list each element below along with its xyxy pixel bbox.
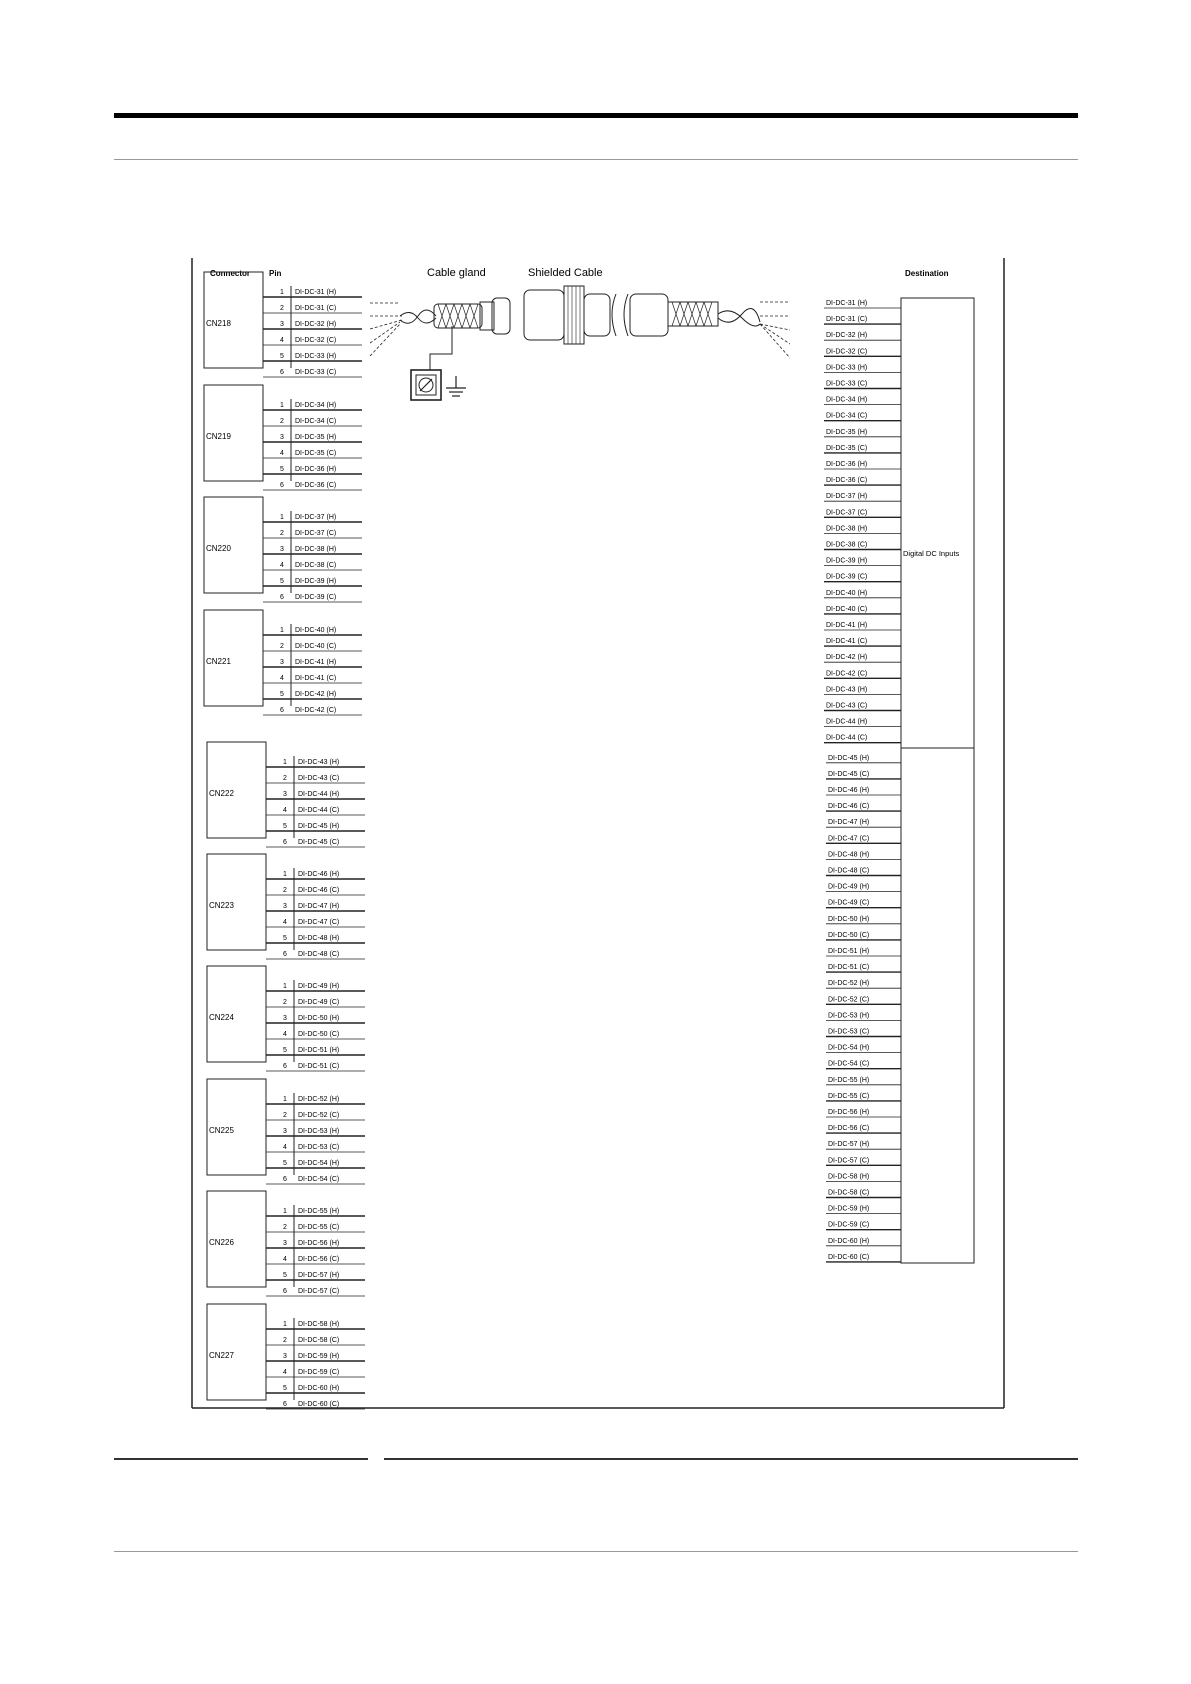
pin-number: 4 [283, 807, 287, 814]
pin-number: 1 [283, 983, 287, 990]
pin-number: 1 [280, 514, 284, 521]
destination-signal: DI-DC-58 (H) [828, 1173, 870, 1181]
footer-rule-left [114, 1458, 368, 1460]
pin-number: 2 [280, 643, 284, 650]
pin-number: 1 [283, 1208, 287, 1215]
pin-number: 6 [283, 1401, 287, 1408]
destination-signal: DI-DC-31 (C) [826, 316, 868, 324]
pin-signal: DI-DC-48 (C) [298, 951, 340, 958]
header-rule-thick [114, 113, 1078, 118]
pin-signal: DI-DC-33 (C) [295, 369, 337, 376]
pin-number: 1 [283, 759, 287, 766]
pin-signal: DI-DC-51 (C) [298, 1063, 340, 1070]
shield-braid-left [438, 304, 478, 328]
pin-number: 2 [280, 530, 284, 537]
pin-number: 6 [283, 1176, 287, 1183]
ground-icon [446, 376, 466, 396]
connector-name: CN225 [209, 1126, 234, 1135]
pin-number: 6 [280, 707, 284, 714]
footer-rule-right [384, 1458, 1078, 1460]
pin-number: 3 [280, 434, 284, 441]
destination-signal: DI-DC-48 (C) [828, 867, 870, 875]
pin-number: 1 [283, 871, 287, 878]
pin-signal: DI-DC-45 (C) [298, 839, 340, 846]
pin-number: 5 [280, 353, 284, 360]
pin-signal: DI-DC-48 (H) [298, 935, 340, 942]
pin-number: 3 [283, 903, 287, 910]
destination-signal: DI-DC-54 (C) [828, 1060, 870, 1068]
destination-signal: DI-DC-49 (C) [828, 899, 870, 907]
destination-signal: DI-DC-53 (C) [828, 1028, 870, 1036]
pin-signal: DI-DC-60 (H) [298, 1385, 340, 1392]
connector-block [204, 497, 362, 602]
destination-signal: DI-DC-51 (C) [828, 964, 870, 972]
pin-number: 3 [280, 659, 284, 666]
destination-signal: DI-DC-56 (C) [828, 1125, 870, 1133]
pin-signal: DI-DC-47 (H) [298, 903, 340, 910]
destination-signal: DI-DC-46 (C) [828, 803, 870, 811]
destination-signal: DI-DC-57 (H) [828, 1141, 870, 1149]
destination-signal: DI-DC-54 (H) [828, 1044, 870, 1052]
destination-signal: DI-DC-47 (C) [828, 835, 870, 843]
destination-signal: DI-DC-32 (H) [826, 332, 868, 340]
destination-signal: DI-DC-50 (H) [828, 915, 870, 923]
pin-signal: DI-DC-31 (H) [295, 289, 337, 296]
pin-signal: DI-DC-49 (H) [298, 983, 340, 990]
pin-signal: DI-DC-34 (H) [295, 402, 337, 409]
cable-illustration [370, 286, 790, 370]
pin-signal: DI-DC-35 (C) [295, 450, 337, 457]
pin-signal: DI-DC-37 (H) [295, 514, 337, 521]
pin-number: 6 [283, 1288, 287, 1295]
destination-signal: DI-DC-57 (C) [828, 1157, 870, 1165]
connector-block [207, 966, 365, 1071]
pin-signal: DI-DC-39 (C) [295, 594, 337, 601]
destination-signal: DI-DC-32 (C) [826, 348, 868, 356]
connector-block [207, 1079, 365, 1184]
connector-block [207, 1191, 365, 1296]
pin-signal: DI-DC-49 (C) [298, 999, 340, 1006]
pin-number: 2 [283, 887, 287, 894]
pin-signal: DI-DC-32 (C) [295, 337, 337, 344]
destination-signal: DI-DC-31 (H) [826, 300, 868, 307]
destination-signal: DI-DC-59 (C) [828, 1221, 870, 1229]
pin-number: 6 [283, 1063, 287, 1070]
pin-number: 5 [283, 1272, 287, 1279]
header-pin: Pin [269, 269, 282, 278]
destination-label: Digital DC Inputs [903, 549, 960, 558]
pin-number: 5 [280, 691, 284, 698]
pin-number: 5 [280, 466, 284, 473]
destination-signal: DI-DC-33 (C) [826, 380, 868, 388]
pin-number: 6 [280, 369, 284, 376]
pin-signal: DI-DC-36 (C) [295, 482, 337, 489]
pin-number: 5 [283, 935, 287, 942]
pin-signal: DI-DC-42 (C) [295, 707, 337, 714]
connector-name: CN218 [206, 319, 231, 328]
destination-signal: DI-DC-53 (H) [828, 1012, 870, 1020]
pin-number: 5 [283, 1160, 287, 1167]
diagram-frame [192, 258, 1004, 1408]
destination-signal: DI-DC-37 (C) [826, 509, 868, 517]
pin-number: 4 [283, 1144, 287, 1151]
header-cable-gland: Cable gland [427, 267, 486, 279]
destination-signal: DI-DC-45 (C) [828, 770, 870, 778]
destination-signal: DI-DC-43 (C) [826, 702, 868, 710]
pin-number: 1 [283, 1096, 287, 1103]
pin-signal: DI-DC-43 (C) [298, 775, 340, 782]
destination-signal: DI-DC-55 (H) [828, 1076, 870, 1084]
pin-number: 2 [280, 305, 284, 312]
pin-signal: DI-DC-34 (C) [295, 418, 337, 425]
pin-signal: DI-DC-50 (C) [298, 1031, 340, 1038]
pin-signal: DI-DC-37 (C) [295, 530, 337, 537]
pin-number: 4 [283, 1369, 287, 1376]
pin-signal: DI-DC-46 (C) [298, 887, 340, 894]
pin-signal: DI-DC-59 (H) [298, 1353, 340, 1360]
destination-signal: DI-DC-44 (H) [826, 718, 868, 726]
pin-signal: DI-DC-58 (H) [298, 1321, 340, 1328]
pin-number: 2 [283, 1224, 287, 1231]
connector-block [207, 742, 365, 847]
connector-name: CN220 [206, 544, 231, 553]
pin-signal: DI-DC-47 (C) [298, 919, 340, 926]
pin-signal: DI-DC-56 (H) [298, 1240, 340, 1247]
pin-signal: DI-DC-38 (H) [295, 546, 337, 553]
pin-number: 2 [283, 775, 287, 782]
destination-signal: DI-DC-47 (H) [828, 819, 870, 827]
connector-block [204, 272, 362, 377]
pin-signal: DI-DC-55 (C) [298, 1224, 340, 1231]
pin-number: 2 [283, 1112, 287, 1119]
pin-number: 4 [283, 919, 287, 926]
connector-block [207, 854, 365, 959]
pin-signal: DI-DC-54 (C) [298, 1176, 340, 1183]
destination-signal: DI-DC-51 (H) [828, 948, 870, 955]
pin-signal: DI-DC-57 (H) [298, 1272, 340, 1279]
pin-signal: DI-DC-58 (C) [298, 1337, 340, 1344]
destination-list [824, 300, 901, 1262]
destination-signal: DI-DC-52 (H) [828, 980, 870, 988]
pin-signal: DI-DC-45 (H) [298, 823, 340, 830]
destination-signal: DI-DC-35 (C) [826, 444, 868, 452]
destination-signal: DI-DC-40 (H) [826, 589, 868, 597]
pin-number: 3 [283, 1353, 287, 1360]
pin-signal: DI-DC-33 (H) [295, 353, 337, 360]
pin-signal: DI-DC-32 (H) [295, 321, 337, 328]
pin-number: 1 [280, 627, 284, 634]
destination-signal: DI-DC-42 (H) [826, 654, 868, 662]
connector-name: CN224 [209, 1013, 234, 1022]
destination-signal: DI-DC-36 (C) [826, 477, 868, 485]
left-wire-leads [370, 303, 402, 356]
connector-name: CN219 [206, 432, 231, 441]
destination-signal: DI-DC-39 (C) [826, 573, 868, 581]
pin-signal: DI-DC-42 (H) [295, 691, 337, 698]
destination-signal: DI-DC-55 (C) [828, 1092, 870, 1100]
header-rule-thin [114, 159, 1078, 160]
destination-signal: DI-DC-38 (H) [826, 525, 868, 533]
pin-number: 5 [280, 578, 284, 585]
pin-number: 3 [280, 321, 284, 328]
connector-block [204, 610, 362, 715]
destination-signal: DI-DC-34 (C) [826, 412, 868, 420]
pin-number: 3 [283, 1015, 287, 1022]
destination-signal: DI-DC-50 (C) [828, 931, 870, 939]
destination-signal: DI-DC-56 (H) [828, 1109, 870, 1116]
destination-signal: DI-DC-38 (C) [826, 541, 868, 549]
pin-signal: DI-DC-46 (H) [298, 871, 340, 878]
pin-number: 4 [280, 562, 284, 569]
pin-number: 5 [283, 1385, 287, 1392]
header-destination: Destination [905, 269, 949, 278]
destination-signal: DI-DC-41 (H) [826, 622, 868, 629]
pin-number: 3 [283, 1128, 287, 1135]
connector-block [207, 1304, 365, 1409]
connector-block [204, 385, 362, 490]
pin-signal: DI-DC-40 (C) [295, 643, 337, 650]
pin-number: 2 [283, 1337, 287, 1344]
connector-name: CN223 [209, 901, 234, 910]
destination-signal: DI-DC-52 (C) [828, 996, 870, 1004]
destination-signal: DI-DC-33 (H) [826, 364, 868, 372]
destination-signal: DI-DC-46 (H) [828, 787, 870, 794]
pin-number: 1 [280, 289, 284, 296]
destination-signal: DI-DC-48 (H) [828, 851, 870, 859]
pin-signal: DI-DC-38 (C) [295, 562, 337, 569]
pin-number: 3 [280, 546, 284, 553]
pin-number: 6 [280, 482, 284, 489]
pin-signal: DI-DC-51 (H) [298, 1047, 340, 1054]
destination-signal: DI-DC-36 (H) [826, 461, 868, 468]
connector-name: CN221 [206, 657, 231, 666]
pin-signal: DI-DC-35 (H) [295, 434, 337, 441]
pin-number: 4 [283, 1256, 287, 1263]
destination-signal: DI-DC-34 (H) [826, 396, 868, 404]
destination-signal: DI-DC-40 (C) [826, 605, 868, 613]
destination-signal: DI-DC-60 (H) [828, 1237, 870, 1245]
destination-signal: DI-DC-58 (C) [828, 1189, 870, 1197]
pin-number: 2 [280, 418, 284, 425]
destination-signal: DI-DC-41 (C) [826, 638, 868, 646]
destination-signal: DI-DC-39 (H) [826, 557, 868, 565]
pin-number: 4 [280, 337, 284, 344]
pin-signal: DI-DC-59 (C) [298, 1369, 340, 1376]
pin-number: 5 [283, 1047, 287, 1054]
pin-number: 6 [283, 839, 287, 846]
pin-signal: DI-DC-52 (H) [298, 1096, 340, 1103]
pin-signal: DI-DC-40 (H) [295, 627, 337, 634]
pin-signal: DI-DC-39 (H) [295, 578, 337, 585]
destination-signal: DI-DC-35 (H) [826, 428, 868, 436]
pin-signal: DI-DC-52 (C) [298, 1112, 340, 1119]
footer-rule-bottom [114, 1551, 1078, 1552]
destination-signal: DI-DC-59 (H) [828, 1205, 870, 1213]
pin-number: 1 [283, 1321, 287, 1328]
destination-signal: DI-DC-60 (C) [828, 1253, 870, 1261]
pin-signal: DI-DC-56 (C) [298, 1256, 340, 1263]
connector-name: CN222 [209, 789, 234, 798]
destination-signal: DI-DC-42 (C) [826, 670, 868, 678]
pin-number: 4 [283, 1031, 287, 1038]
pin-number: 6 [283, 951, 287, 958]
destination-boxes [901, 298, 974, 1263]
pin-signal: DI-DC-54 (H) [298, 1160, 340, 1167]
pin-number: 1 [280, 402, 284, 409]
header-connector: Connector [210, 269, 250, 278]
pin-signal: DI-DC-53 (H) [298, 1128, 340, 1135]
shield-braid-right [672, 302, 712, 326]
shield-clamp-icon [411, 370, 441, 400]
pin-signal: DI-DC-55 (H) [298, 1208, 340, 1215]
destination-signal: DI-DC-49 (H) [828, 883, 870, 891]
destination-signal: DI-DC-37 (H) [826, 493, 868, 501]
pin-number: 5 [283, 823, 287, 830]
connector-blocks [204, 272, 365, 1409]
pin-number: 2 [283, 999, 287, 1006]
pin-signal: DI-DC-36 (H) [295, 466, 337, 473]
pin-signal: DI-DC-50 (H) [298, 1015, 340, 1022]
header-shielded-cable: Shielded Cable [528, 267, 603, 279]
pin-signal: DI-DC-41 (C) [295, 675, 337, 682]
connector-name: CN226 [209, 1238, 234, 1247]
pin-signal: DI-DC-60 (C) [298, 1401, 340, 1408]
right-wire-leads [760, 302, 790, 358]
pin-signal: DI-DC-41 (H) [295, 659, 337, 666]
pin-number: 3 [283, 1240, 287, 1247]
destination-signal: DI-DC-43 (H) [826, 686, 868, 694]
pin-number: 3 [283, 791, 287, 798]
pin-number: 6 [280, 594, 284, 601]
destination-signal: DI-DC-45 (H) [828, 754, 870, 762]
pin-signal: DI-DC-31 (C) [295, 305, 337, 312]
pin-signal: DI-DC-44 (C) [298, 807, 340, 814]
pin-signal: DI-DC-44 (H) [298, 791, 340, 798]
pin-signal: DI-DC-57 (C) [298, 1288, 340, 1295]
pin-signal: DI-DC-53 (C) [298, 1144, 340, 1151]
pin-number: 4 [280, 450, 284, 457]
wiring-diagram [190, 258, 1010, 1414]
connector-name: CN227 [209, 1351, 234, 1360]
pin-signal: DI-DC-43 (H) [298, 759, 340, 766]
pin-number: 4 [280, 675, 284, 682]
destination-signal: DI-DC-44 (C) [826, 734, 868, 742]
